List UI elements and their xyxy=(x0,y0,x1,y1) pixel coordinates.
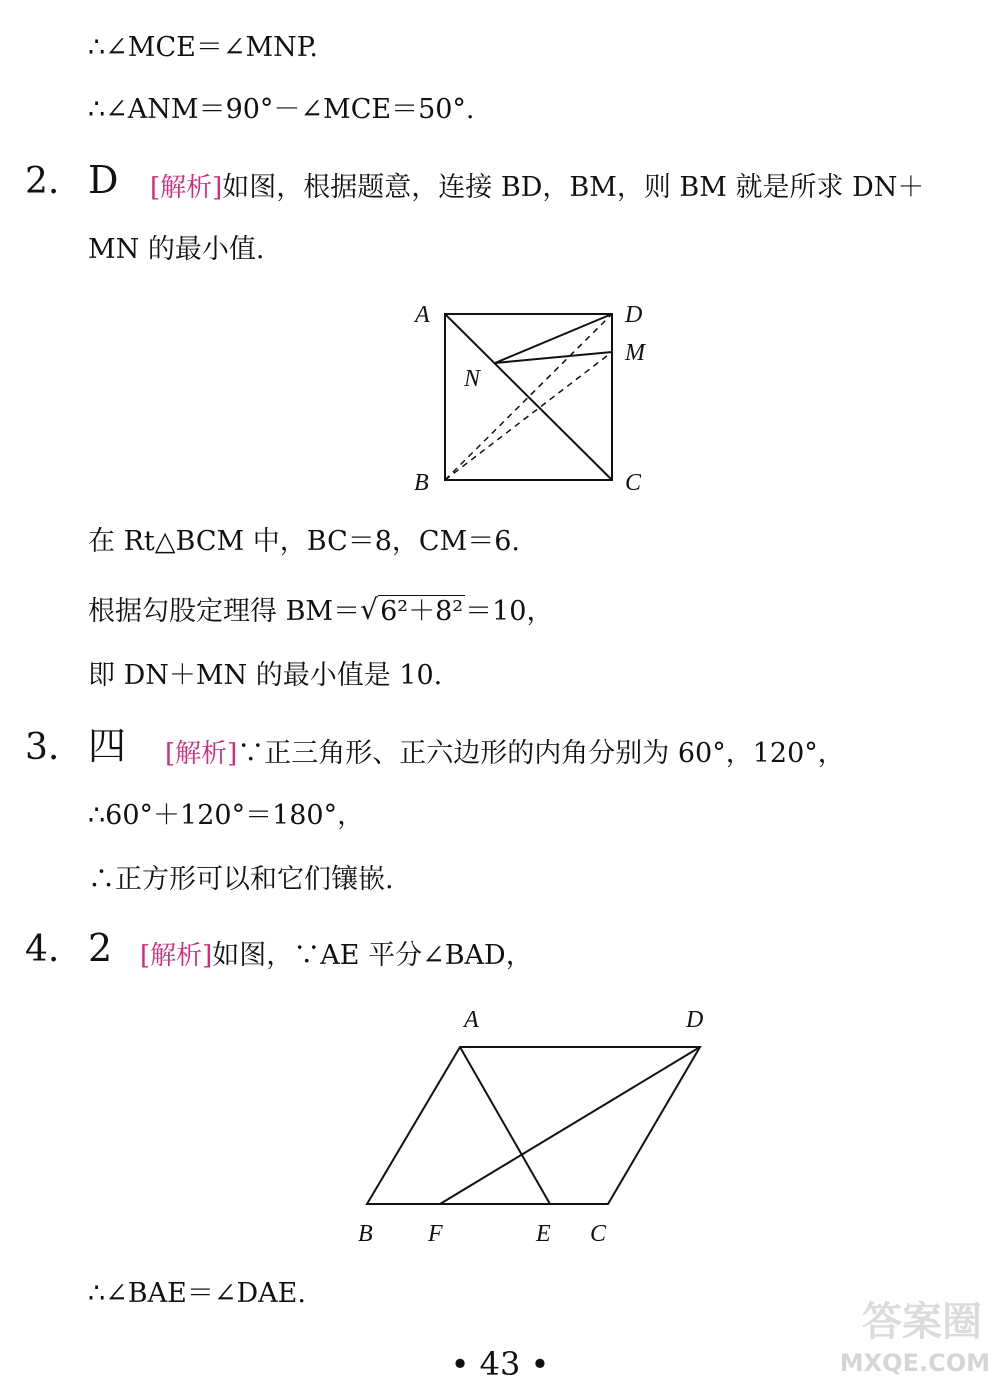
pythagoras-result: ＝10， xyxy=(465,596,554,627)
analysis-tag: [解析] xyxy=(140,941,213,971)
parallelogram-figure xyxy=(340,995,740,1255)
question-4-text-2: ∴∠BAE＝∠DAE. xyxy=(88,1278,306,1309)
label-d: D xyxy=(686,1007,704,1033)
watermark-logo xyxy=(800,1297,990,1377)
sqrt-expression xyxy=(360,594,465,630)
watermark-text: MXQE.COM xyxy=(839,1349,990,1377)
label-b: B xyxy=(358,1221,373,1247)
question-2-explanation xyxy=(150,170,924,206)
question-3-text-3: ∴正方形可以和它们镶嵌. xyxy=(88,864,394,895)
label-f: F xyxy=(428,1221,443,1247)
question-2-text-4 xyxy=(88,594,553,630)
question-3-text-1: ∵正三角形、正六边形的内角分别为 60°，120°， xyxy=(237,738,845,769)
sqrt-icon: √ xyxy=(360,593,378,626)
label-d: D xyxy=(625,302,643,328)
question-2-text-5: 即 DN＋MN 的最小值是 10. xyxy=(88,660,443,691)
label-c: C xyxy=(625,470,642,496)
label-a: A xyxy=(415,302,430,328)
question-3-number: 3. xyxy=(25,727,60,768)
question-4-text-1: 如图，∵AE 平分∠BAD， xyxy=(212,940,533,971)
segment-df xyxy=(440,1047,700,1204)
analysis-tag: [解析] xyxy=(165,739,238,769)
watermark-cn: 答案圈 xyxy=(862,1299,982,1345)
sqrt-radicand: 6²＋8² xyxy=(380,596,464,627)
label-a: A xyxy=(464,1007,479,1033)
label-b: B xyxy=(414,470,429,496)
question-3-answer: 四 xyxy=(88,724,127,768)
label-n: N xyxy=(464,366,481,392)
question-3-text-2: ∴60°＋120°＝180°， xyxy=(88,800,365,831)
label-m: M xyxy=(625,340,645,366)
segment-nd xyxy=(495,314,612,363)
question-2-answer: D xyxy=(88,158,119,202)
segment-nm xyxy=(495,352,612,363)
question-4-number: 4. xyxy=(25,929,60,970)
question-2-text-3: 在 Rt△BCM 中，BC＝8，CM＝6. xyxy=(88,526,520,557)
page-number: • 43 • xyxy=(450,1345,550,1383)
analysis-tag: [解析] xyxy=(150,173,223,203)
line-anm-equals-50: ∴∠ANM＝90°－∠MCE＝50°. xyxy=(88,94,475,125)
parallelogram-abcd xyxy=(367,1047,700,1204)
question-4-explanation xyxy=(140,938,533,974)
question-2-text-1: 如图，根据题意，连接 BD，BM，则 BM 就是所求 DN＋ xyxy=(222,172,925,203)
question-4-answer: 2 xyxy=(88,926,113,970)
label-c: C xyxy=(590,1221,607,1247)
square-figure xyxy=(400,290,670,500)
question-3-explanation xyxy=(165,736,845,772)
line-mce-equals-mnp: ∴∠MCE＝∠MNP. xyxy=(88,32,318,63)
pythagoras-text: 根据勾股定理得 BM＝ xyxy=(88,596,361,627)
question-2-number: 2. xyxy=(25,161,60,202)
segment-ae xyxy=(460,1047,550,1204)
label-e: E xyxy=(536,1221,551,1247)
question-2-text-2: MN 的最小值. xyxy=(88,234,265,265)
